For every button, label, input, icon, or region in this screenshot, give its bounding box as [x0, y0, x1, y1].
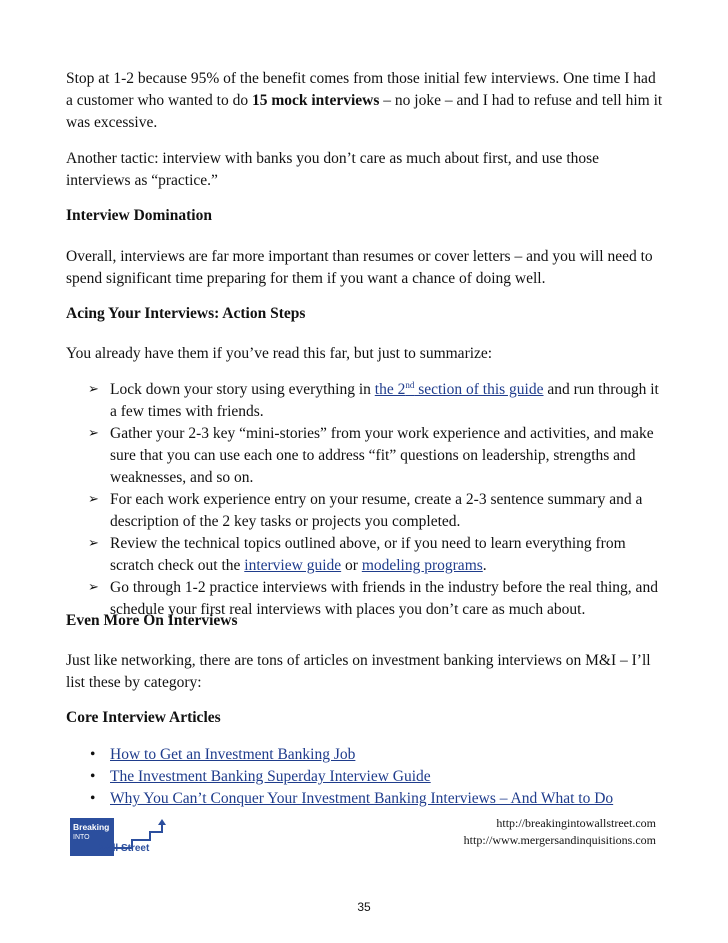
paragraph-mock-interviews: [66, 68, 666, 134]
article-link[interactable]: The Investment Banking Superday Interview Guide: [110, 768, 431, 785]
logo-text: INTO: [73, 834, 90, 841]
arrow-bullet-icon: ➢: [88, 382, 99, 397]
list-item: [88, 423, 668, 489]
bold-text: 15 mock interviews: [251, 92, 380, 109]
arrow-bullet-icon: ➢: [88, 426, 99, 441]
paragraph-networking: Just like networking, there are tons of articles on investment banking interviews on M&I – I’ll list these by category:: [66, 652, 651, 691]
guide-section-link[interactable]: [375, 381, 544, 398]
text: Stop at 1-2 because 95% of the benefit comes from those initial few interviews. One time I had a customer who wanted to do: [66, 70, 656, 109]
text: Lock down your story using everything in: [110, 381, 375, 398]
list-item: [90, 766, 670, 788]
text: – no joke – and I had to refuse and tell him it was excessive.: [66, 92, 663, 131]
interview-guide-link[interactable]: interview guide: [244, 557, 342, 574]
heading-interview-domination: Interview Domination: [66, 207, 212, 224]
article-link[interactable]: Why You Can’t Conquer Your Investment Banking Interviews – And What to Do: [110, 790, 614, 807]
link-text: section of this guide: [414, 381, 544, 398]
logo-text: Breaking: [73, 822, 110, 832]
text: For each work experience entry on your resume, create a 2-3 sentence summary and a description of the 2 key tasks or projects you completed.: [110, 491, 643, 530]
arrow-bullet-icon: ➢: [88, 492, 99, 507]
footer-url[interactable]: http://breakingintowallstreet.com: [496, 816, 656, 830]
text: .: [482, 557, 487, 574]
text: Gather your 2-3 key “mini-stories” from your work experience and activities, and make sure that you can use each one to address “fit” questions on leadership, strengths and weaknesses, and so on.: [110, 425, 654, 486]
logo-arrow-icon: [158, 819, 166, 825]
bullet-icon: •: [90, 746, 96, 763]
article-link[interactable]: How to Get an Investment Banking Job: [110, 746, 356, 763]
footer-urls: [464, 815, 656, 849]
list-item: [88, 489, 668, 533]
action-steps-list: [88, 379, 668, 621]
modeling-programs-link[interactable]: modeling programs: [361, 557, 483, 574]
logo-graphic: [70, 818, 176, 858]
link-text: the 2: [374, 381, 406, 398]
paragraph-summarize: You already have them if you’ve read this far, but just to summarize:: [66, 345, 493, 362]
heading-action-steps: Acing Your Interviews: Action Steps: [66, 305, 306, 322]
paragraph-overall: Overall, interviews are far more important than resumes or cover letters – and you will need to spend significant time preparing for them if you want a chance of doing well.: [66, 248, 653, 287]
paragraph-another-tactic: Another tactic: interview with banks you don’t care as much about first, and use those interviews as “practice.”: [66, 150, 600, 189]
footer-url[interactable]: http://www.mergersandinquisitions.com: [463, 833, 656, 847]
list-item: [90, 744, 670, 766]
list-item: [90, 788, 670, 810]
text: Go through 1-2 practice interviews with friends in the industry before the real thing, and schedule your first real interviews with places you don’t care as much about.: [110, 579, 658, 618]
logo-text: Wall Street: [98, 843, 150, 854]
bullet-icon: •: [90, 790, 96, 807]
page-number: 35: [357, 900, 371, 914]
text: or: [341, 557, 362, 574]
arrow-bullet-icon: ➢: [88, 580, 99, 595]
articles-list: [90, 744, 670, 810]
heading-core-articles: Core Interview Articles: [66, 709, 221, 726]
heading-even-more: Even More On Interviews: [66, 612, 238, 629]
arrow-bullet-icon: ➢: [88, 536, 99, 551]
bullet-icon: •: [90, 768, 96, 785]
list-item: [88, 379, 668, 423]
superscript: nd: [405, 379, 415, 390]
breaking-into-wall-street-logo: [70, 818, 176, 858]
text: Review the technical topics outlined above, or if you need to learn everything from scratch check out the: [110, 535, 626, 574]
text: and run through it a few times with friends.: [110, 381, 659, 420]
list-item: [88, 533, 668, 577]
